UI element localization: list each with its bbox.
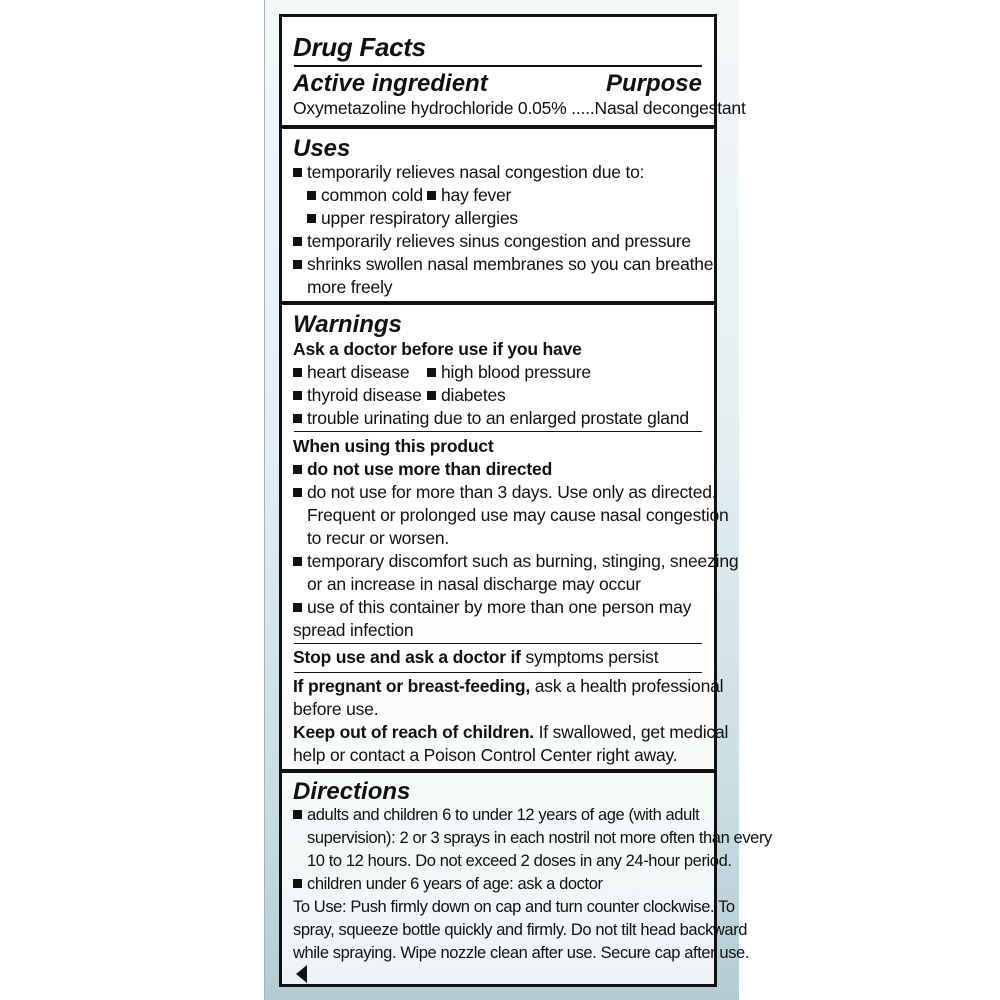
- uses-item: shrinks swollen nasal membranes so you can breathe: [293, 256, 713, 274]
- when-using-item: do not use more than directed: [293, 461, 552, 479]
- when-using-heading: When using this product: [293, 436, 494, 456]
- when-using-item-cont: spread infection: [293, 620, 414, 640]
- when-using-item: temporary discomfort such as burning, stinging, sneezing: [293, 553, 738, 571]
- warnings-heading: Warnings: [293, 311, 402, 338]
- ask-doctor-heading: Ask a doctor before use if you have: [293, 339, 582, 359]
- to-use-line: To Use: Push firmly down on cap and turn counter clockwise. To: [293, 898, 735, 916]
- to-use-line: while spraying. Wipe nozzle clean after use. Secure cap after use.: [293, 944, 750, 962]
- when-using-item-cont: or an increase in nasal discharge may occur: [307, 574, 641, 594]
- directions-heading: Directions: [293, 778, 411, 805]
- active-ingredient-heading: Active ingredient: [293, 70, 488, 97]
- left-arrow-icon: [296, 965, 307, 983]
- when-using-item: use of this container by more than one person may: [293, 599, 691, 617]
- uses-subitem: common cold: [307, 187, 423, 205]
- warning-item: trouble urinating due to an enlarged prostate gland: [293, 410, 689, 428]
- uses-item: temporarily relieves nasal congestion due to:: [293, 164, 644, 182]
- warnings-divider: [282, 301, 714, 305]
- pregnant-line-cont: before use.: [293, 699, 379, 719]
- when-using-item: do not use for more than 3 days. Use only as directed.: [293, 484, 716, 502]
- uses-subitem: upper respiratory allergies: [307, 210, 518, 228]
- uses-divider: [282, 125, 714, 129]
- warning-item: high blood pressure: [427, 364, 591, 382]
- purpose-heading: Purpose: [605, 70, 702, 97]
- pregnant-rule: [294, 672, 702, 673]
- active-ingredient-line: Oxymetazoline hydrochloride 0.05% .....Nasal decongestant: [293, 98, 746, 118]
- keep-out-line: Keep out of reach of children. If swallowed, get medical: [293, 722, 729, 742]
- when-using-rule: [294, 431, 702, 432]
- title-rule: [294, 65, 702, 67]
- keep-out-line-cont: help or contact a Poison Control Center right away.: [293, 745, 678, 765]
- warning-item: thyroid disease: [293, 387, 422, 405]
- warning-item: heart disease: [293, 364, 409, 382]
- pregnant-line: If pregnant or breast-feeding, ask a health professional: [293, 676, 724, 696]
- directions-item-cont: 10 to 12 hours. Do not exceed 2 doses in any 24-hour period.: [307, 852, 732, 870]
- warning-item: diabetes: [427, 387, 506, 405]
- drug-facts-title: Drug Facts: [293, 32, 426, 62]
- when-using-item-cont: to recur or worsen.: [307, 528, 450, 548]
- directions-item: children under 6 years of age: ask a doctor: [293, 876, 603, 893]
- directions-divider: [282, 769, 714, 773]
- to-use-line: spray, squeeze bottle quickly and firmly. Do not tilt head backward: [293, 921, 748, 939]
- stop-use-line: Stop use and ask a doctor if symptoms persist: [293, 647, 659, 667]
- uses-heading: Uses: [293, 135, 351, 162]
- directions-item-cont: supervision): 2 or 3 sprays in each nostril not more often than every: [307, 829, 772, 847]
- directions-item: adults and children 6 to under 12 years of age (with adult: [293, 807, 699, 824]
- uses-item-cont: more freely: [307, 277, 393, 297]
- uses-item: temporarily relieves sinus congestion and pressure: [293, 233, 691, 251]
- when-using-item-cont: Frequent or prolonged use may cause nasal congestion: [307, 505, 729, 525]
- stop-use-rule: [294, 643, 702, 644]
- drug-facts-panel: [279, 14, 772, 987]
- uses-subitem: hay fever: [427, 187, 511, 205]
